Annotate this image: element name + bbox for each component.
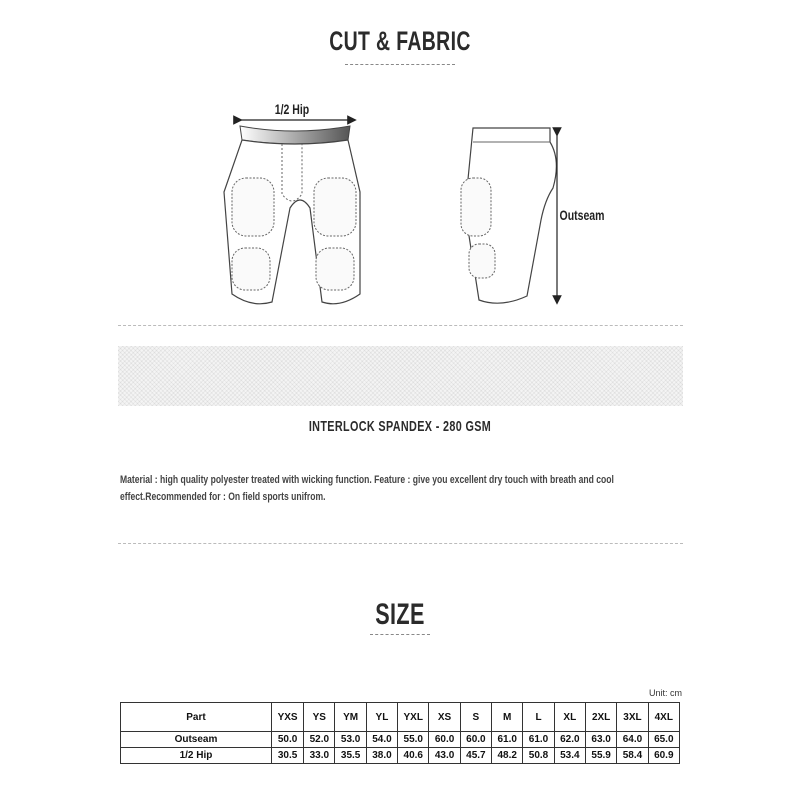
table-cell: 38.0 — [366, 748, 397, 764]
table-cell: 35.5 — [335, 748, 366, 764]
table-cell: 65.0 — [648, 732, 679, 748]
row-part-label: Outseam — [121, 732, 272, 748]
outseam-label: Outseam — [559, 207, 605, 223]
size-table — [120, 702, 680, 764]
table-row — [121, 748, 680, 764]
section-divider — [118, 325, 683, 326]
pants-front-view-drawing — [210, 112, 380, 312]
table-cell: 62.0 — [554, 732, 585, 748]
title-underline — [345, 64, 455, 65]
table-cell: 64.0 — [617, 732, 648, 748]
fabric-swatch — [118, 346, 683, 406]
column-header: YM — [335, 703, 366, 732]
table-header-row — [121, 703, 680, 732]
table-cell: 30.5 — [272, 748, 304, 764]
column-header: YL — [366, 703, 397, 732]
table-cell: 55.9 — [585, 748, 616, 764]
section-divider — [118, 543, 683, 544]
column-header: XS — [429, 703, 460, 732]
table-cell: 60.9 — [648, 748, 679, 764]
column-header: 3XL — [617, 703, 648, 732]
unit-label: Unit: cm — [648, 688, 682, 698]
table-cell: 50.0 — [272, 732, 304, 748]
table-cell: 61.0 — [523, 732, 554, 748]
column-header: M — [492, 703, 523, 732]
pants-side-view-drawing — [455, 120, 575, 310]
size-title: SIZE — [375, 598, 425, 631]
description-line-2: effect.Recommended for : On field sports unifrom. — [120, 491, 326, 503]
column-header: YXS — [272, 703, 304, 732]
table-cell: 50.8 — [523, 748, 554, 764]
column-header: L — [523, 703, 554, 732]
column-header: 4XL — [648, 703, 679, 732]
table-cell: 43.0 — [429, 748, 460, 764]
table-cell: 58.4 — [617, 748, 648, 764]
table-cell: 60.0 — [460, 732, 491, 748]
description-line-1: Material : high quality polyester treated with wicking function. Feature : give you excellent dry touch with breath and cool — [120, 474, 614, 486]
table-cell: 52.0 — [304, 732, 335, 748]
table-cell: 33.0 — [304, 748, 335, 764]
table-cell: 60.0 — [429, 732, 460, 748]
cut-fabric-title: CUT & FABRIC — [329, 26, 471, 56]
title-underline — [370, 634, 430, 635]
table-cell: 48.2 — [492, 748, 523, 764]
row-part-label: 1/2 Hip — [121, 748, 272, 764]
table-cell: 61.0 — [492, 732, 523, 748]
table-cell: 55.0 — [398, 732, 429, 748]
hip-label: 1/2 Hip — [274, 101, 310, 117]
table-row — [121, 732, 680, 748]
column-header: 2XL — [585, 703, 616, 732]
fabric-label: INTERLOCK SPANDEX - 280 GSM — [308, 418, 492, 435]
column-header: S — [460, 703, 491, 732]
table-cell: 63.0 — [585, 732, 616, 748]
table-cell: 40.6 — [398, 748, 429, 764]
table-cell: 53.4 — [554, 748, 585, 764]
table-cell: 45.7 — [460, 748, 491, 764]
table-cell: 53.0 — [335, 732, 366, 748]
column-header: XL — [554, 703, 585, 732]
material-description — [120, 472, 685, 506]
column-header: YXL — [398, 703, 429, 732]
table-cell: 54.0 — [366, 732, 397, 748]
column-header: YS — [304, 703, 335, 732]
column-header: Part — [121, 703, 272, 732]
